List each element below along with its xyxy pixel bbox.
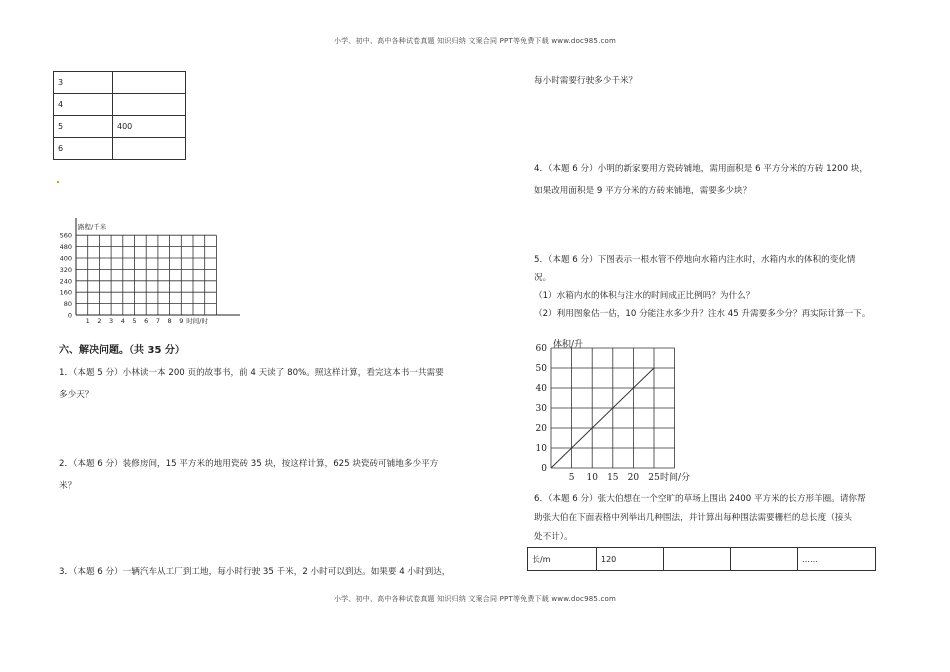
x-tick-label: 10	[586, 473, 598, 483]
question-2	[59, 453, 438, 497]
y-axis-label: 体积/升	[553, 340, 584, 350]
table-cell: 120	[597, 548, 664, 571]
table-cell	[113, 138, 186, 160]
volume-time-chart	[527, 336, 707, 484]
question-line: 处不计）。	[534, 532, 573, 542]
y-tick-label: 320	[59, 265, 72, 274]
table-cell	[113, 72, 186, 94]
x-tick-label: 20	[627, 473, 640, 483]
question-line: 1．（本题 5 分）小林读一本 200 页的故事书，前 4 天读了 80%。照这样计算，看完这本书一共需要	[59, 368, 444, 378]
page-footer: 小学、初中、高中各种试卷真题 知识归纳 文案合同 PPT等免费下载 www.doc985.com	[333, 595, 617, 603]
table-cell	[731, 548, 798, 571]
left-table	[53, 71, 186, 160]
question-5	[534, 249, 870, 325]
table-cell: ……	[798, 548, 876, 571]
table-row	[54, 94, 186, 116]
table-cell: 6	[54, 138, 113, 160]
question-6	[534, 490, 866, 547]
question-line: 2．（本题 6 分）装修房间，15 平方米的地用瓷砖 35 块，按这样计算，625 块瓷砖可铺地多少平方	[59, 459, 439, 469]
table-cell: 5	[54, 116, 113, 138]
y-axis-label: 路程/千米	[78, 223, 107, 231]
page-header: 小学、初中、高中各种试卷真题 知识归纳 文案合同 PPT等免费下载 www.doc985.com	[333, 37, 617, 45]
y-tick-label: 480	[59, 243, 72, 252]
question-line: 米？	[59, 481, 77, 491]
y-tick-label: 240	[59, 277, 72, 286]
table-cell	[664, 548, 731, 571]
question-line: 5．（本题 6 分）下图表示一根水管不停地向水箱内注水时，水箱内水的体积的变化情	[534, 255, 856, 265]
x-tick-label: 15	[607, 473, 619, 483]
volume-line	[551, 368, 654, 468]
x-tick-label: 7	[155, 317, 160, 325]
table-row	[54, 138, 186, 160]
y-tick-label: 0	[541, 464, 547, 474]
question-line: 3．（本题 6 分）一辆汽车从工厂到工地，每小时行驶 35 千米，2 小时可以到达。如果要 4 小时到达，	[59, 567, 451, 577]
x-tick-label: 8	[167, 317, 172, 325]
table-cell: 长/m	[528, 548, 597, 571]
table-cell: 3	[54, 72, 113, 94]
question-line: （2）利用图象估一估，10 分能注水多少升？注水 45 升需要多少分？再实际计算一下。	[534, 309, 871, 319]
table-cell: 400	[113, 116, 186, 138]
question-1	[59, 362, 444, 406]
question-line: 每小时需要行驶多少千米？	[534, 76, 638, 86]
table-cell	[113, 94, 186, 116]
question-3-part1	[59, 561, 450, 583]
x-tick-label: 4	[120, 317, 125, 325]
question-line: 4．（本题 6 分）小明的新家要用方瓷砖铺地，需用面积是 6 平方分米的方砖 1200 块，	[534, 164, 868, 174]
y-tick-label: 60	[535, 344, 547, 354]
distance-time-chart	[40, 212, 240, 328]
x-tick-label: 1	[85, 317, 90, 325]
y-tick-label: 560	[59, 231, 72, 240]
x-tick-label: 2	[97, 317, 102, 325]
x-tick-label: 25	[648, 473, 660, 483]
y-tick-label: 40	[535, 384, 547, 394]
x-axis-label: 时间/分	[660, 473, 691, 483]
x-axis-label: 时间/时	[186, 317, 209, 325]
x-tick-label: 5	[568, 473, 575, 483]
stray-dot	[57, 181, 59, 183]
question-3-part2	[534, 70, 637, 92]
question-line: 多少天？	[59, 390, 94, 400]
table-cell: 4	[54, 94, 113, 116]
x-tick-label: 3	[109, 317, 114, 325]
y-tick-label: 160	[59, 288, 72, 297]
table-row	[54, 116, 186, 138]
question-line: 况。	[534, 273, 552, 283]
table-row	[528, 548, 876, 571]
question-line: 6．（本题 6 分）张大伯想在一个空旷的草场上围出 2400 平方米的长方形羊圈。请你帮	[534, 494, 866, 504]
x-tick-label: 9	[179, 317, 184, 325]
y-tick-label: 50	[535, 364, 547, 374]
table-row	[54, 72, 186, 94]
question-line: 助张大伯在下面表格中列举出几种围法，并计算出每种围法需要栅栏的总长度（接头	[534, 513, 852, 523]
x-tick-label: 5	[132, 317, 137, 325]
y-tick-label: 20	[535, 424, 547, 434]
y-tick-label: 10	[535, 444, 547, 454]
section-title: 六、解决问题。（共 35 分）	[59, 345, 185, 356]
y-tick-label: 30	[535, 404, 547, 414]
enclosure-table	[527, 547, 876, 571]
question-4	[534, 158, 868, 202]
y-tick-label: 400	[59, 254, 72, 263]
y-tick-label: 0	[67, 311, 72, 320]
y-tick-label: 80	[63, 300, 72, 309]
question-line: （1）水箱内水的体积与注水的时间成正比例吗？为什么？	[534, 291, 755, 301]
question-line: 如果改用面积是 9 平方分米的方砖来铺地，需要多少块？	[534, 186, 752, 196]
x-tick-label: 6	[144, 317, 149, 325]
